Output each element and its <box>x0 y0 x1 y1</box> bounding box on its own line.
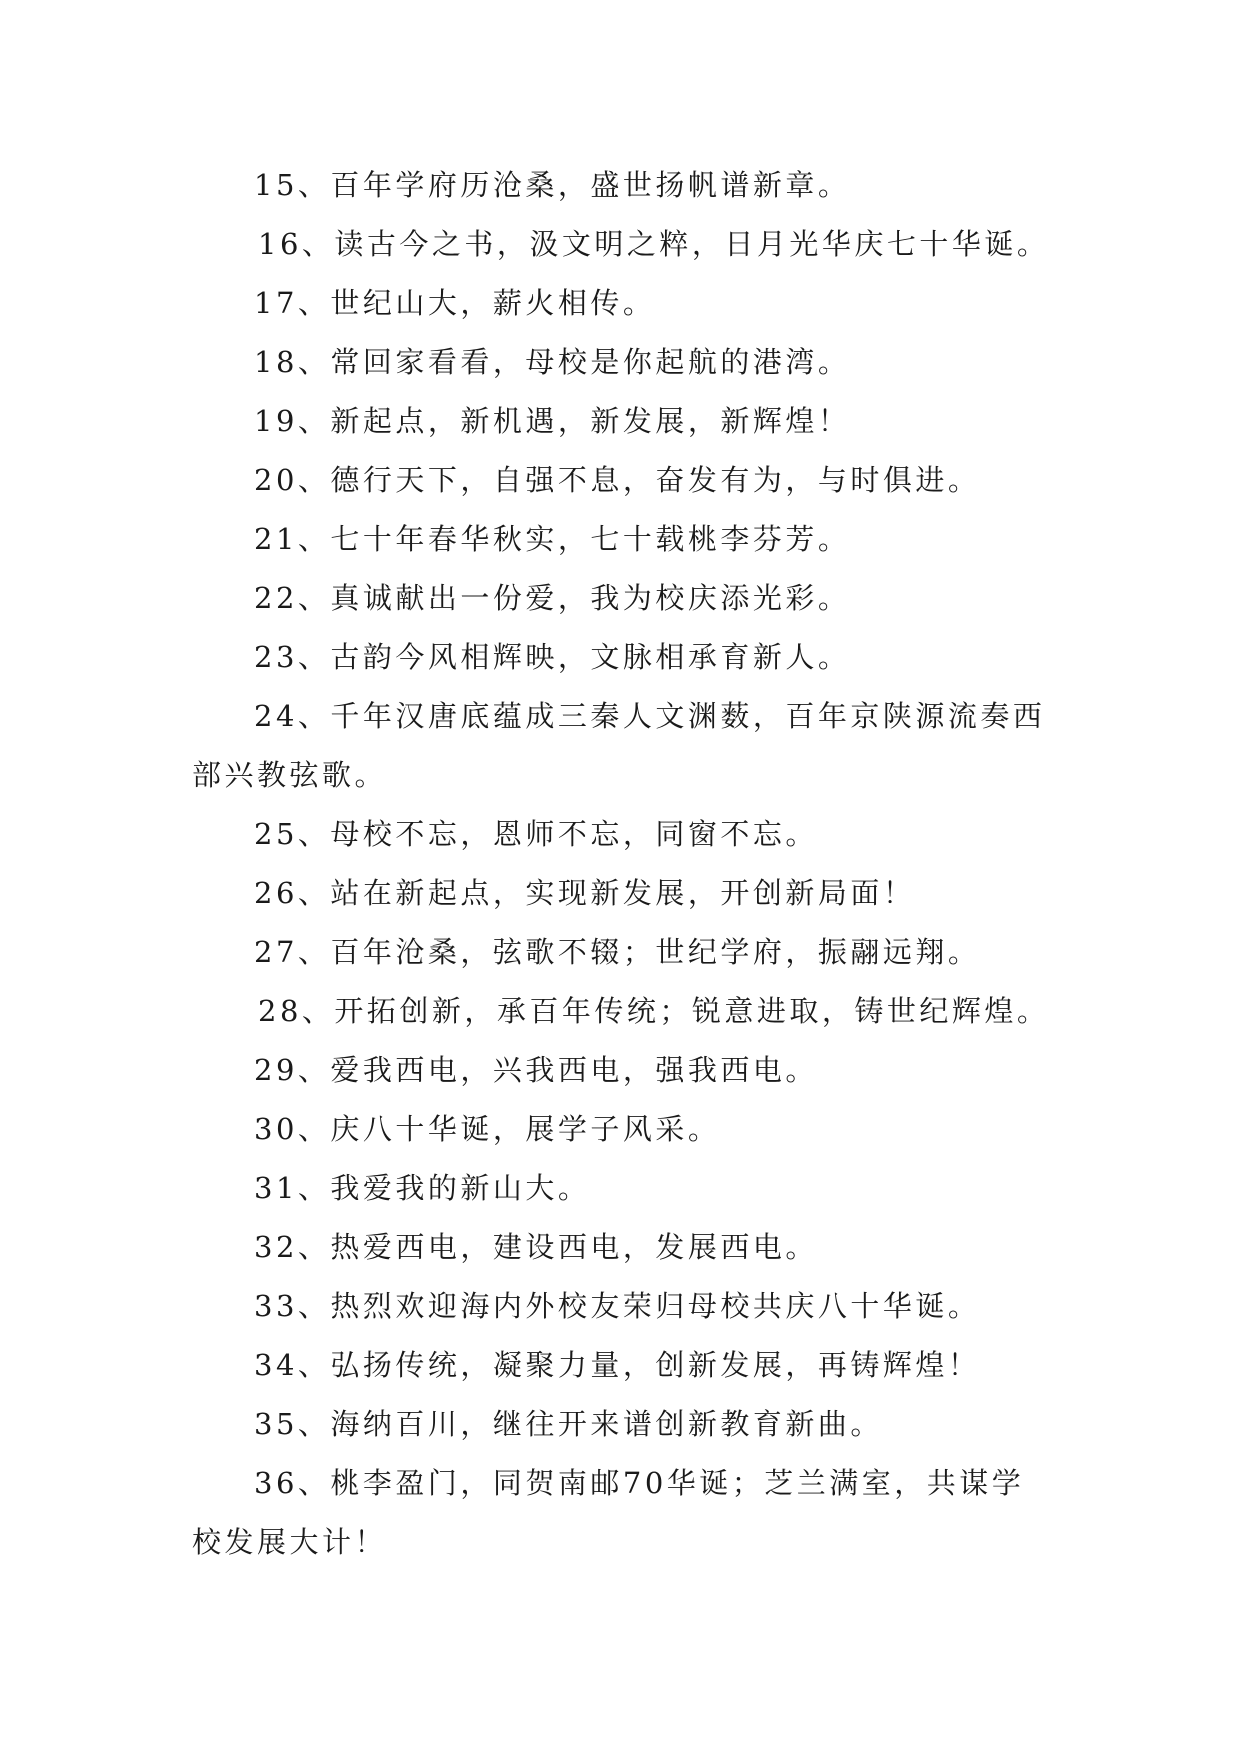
slogan-line-28: 28、开拓创新，承百年传统；锐意进取，铸世纪辉煌。 <box>258 994 1050 1028</box>
slogan-line-31: 31、我爱我的新山大。 <box>254 1171 591 1205</box>
slogan-line-36: 36、桃李盈门，同贺南邮70华诞；芝兰满室，共谋学 <box>254 1466 1025 1500</box>
slogan-line-29: 29、爱我西电，兴我西电，强我西电。 <box>254 1053 818 1087</box>
slogan-line-16: 16、读古今之书，汲文明之粹，日月光华庆七十华诞。 <box>258 227 1050 261</box>
slogan-line-35: 35、海纳百川，继往开来谱创新教育新曲。 <box>254 1407 883 1441</box>
slogan-line-20: 20、德行天下，自强不息，奋发有为，与时俱进。 <box>254 463 981 497</box>
slogan-line-27: 27、百年沧桑，弦歌不辍；世纪学府，振翮远翔。 <box>254 935 981 969</box>
slogan-line-24: 24、千年汉唐底蕴成三秦人文渊薮，百年京陕源流奏西 <box>254 699 1046 733</box>
slogan-line-25: 25、母校不忘，恩师不忘，同窗不忘。 <box>254 817 818 851</box>
slogan-line-23: 23、古韵今风相辉映，文脉相承育新人。 <box>254 640 851 674</box>
slogan-line-33: 33、热烈欢迎海内外校友荣归母校共庆八十华诞。 <box>254 1289 981 1323</box>
slogan-line-30: 30、庆八十华诞，展学子风采。 <box>254 1112 721 1146</box>
slogan-line-32: 32、热爱西电，建设西电，发展西电。 <box>254 1230 818 1264</box>
slogan-line-34: 34、弘扬传统，凝聚力量，创新发展，再铸辉煌！ <box>254 1348 981 1382</box>
slogan-line-18: 18、常回家看看，母校是你起航的港湾。 <box>254 345 851 379</box>
slogan-line-17: 17、世纪山大，薪火相传。 <box>254 286 656 320</box>
slogan-line-21: 21、七十年春华秋实，七十载桃李芬芳。 <box>254 522 851 556</box>
slogan-line-36-continued: 校发展大计！ <box>192 1525 388 1559</box>
slogan-line-24-continued: 部兴教弦歌。 <box>192 758 388 792</box>
slogan-line-15: 15、百年学府历沧桑，盛世扬帆谱新章。 <box>254 168 851 202</box>
slogan-line-19: 19、新起点，新机遇，新发展，新辉煌！ <box>254 404 851 438</box>
slogan-line-26: 26、站在新起点，实现新发展，开创新局面！ <box>254 876 916 910</box>
slogan-line-22: 22、真诚献出一份爱，我为校庆添光彩。 <box>254 581 851 615</box>
